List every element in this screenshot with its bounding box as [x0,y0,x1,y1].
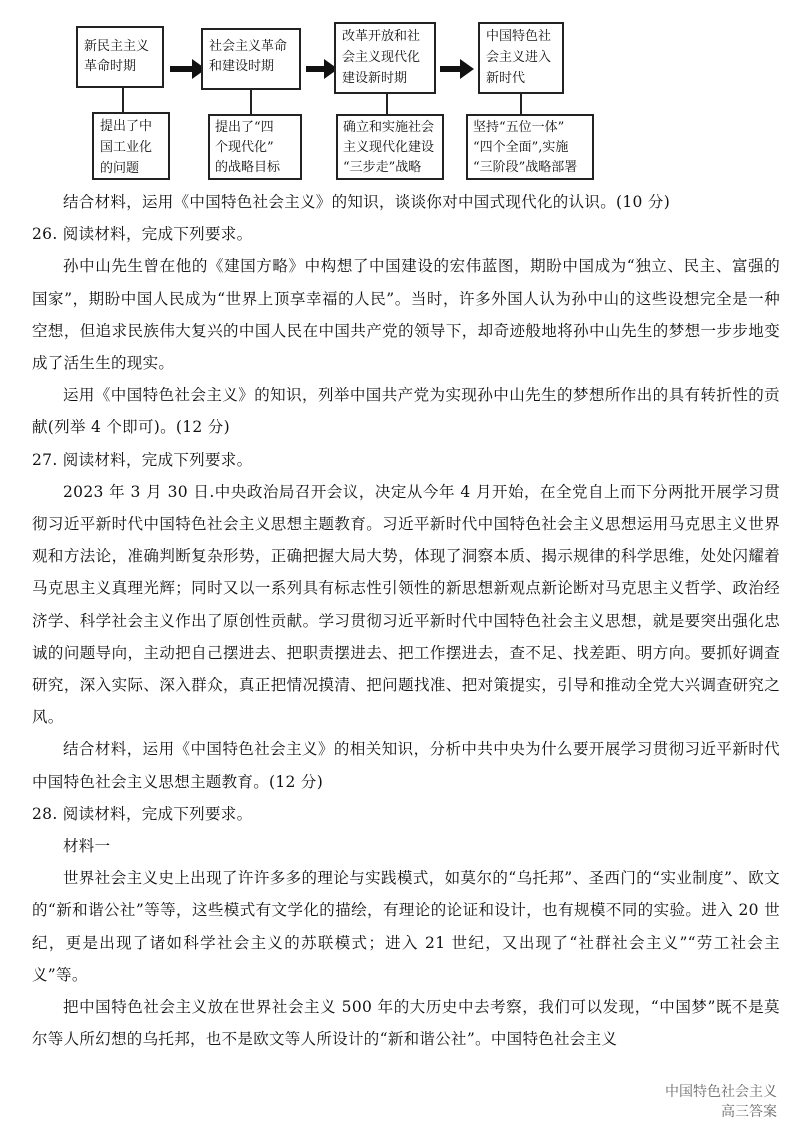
development-diagram [0,0,795,190]
stage-box-3: 改革开放和社 会主义现代化 建设新时期 [334,22,436,94]
q28-material-label: 材料一 [63,837,111,856]
q28-paragraph-2: 把中国特色社会主义放在世界社会主义 500 年的大历史中去考察，我们可以发现，“中国梦”既不是莫尔等人所幻想的乌托邦，也不是欧文等人所设计的“新和谐公社”。中国特色社会主义 [32,998,780,1049]
arrow-2 [306,66,326,72]
question-content [32,186,780,1055]
q28-paragraph-1: 世界社会主义史上出现了许许多多的理论与实践模式，如莫尔的“乌托邦”、圣西门的“实业制度”、欧文的“新和谐公社”等等，这些模式有文学化的描绘，有理论的论证和设计，也有规模不同的实验。进入 20 世纪，更是出现了诸如科学社会主义的苏联模式；进入 21 世纪，又出现了“社群社会主义”“劳工社会主义”等。 [32,869,780,984]
stage-box-4: 中国特色社 会主义进入 新时代 [478,22,564,94]
connector-2 [250,90,252,114]
note-box-2: 提出了“四 个现代化” 的战略目标 [208,114,302,180]
q26-material: 孙中山先生曾在他的《建国方略》中构想了中国建设的宏伟蓝图，期盼中国成为“独立、民主、富强的国家”，期盼中国人民成为“世界上顶享幸福的人民”。当时，许多外国人认为孙中山的这些设想完全是一种空想，但追求民族伟大复兴的中国人民在中国共产党的领导下，却奇迹般地将孙中山先生的梦想一步步地变成了活生生的现实。 [32,257,780,373]
note-box-4: 坚持“五位一体” “四个全面”,实施 “三阶段”战略部署 [466,114,594,180]
watermark: 中国特色社会主义 高三答案 [665,1084,777,1120]
q26-heading: 26. 阅读材料，完成下列要求。 [32,225,253,244]
q27-heading: 27. 阅读材料，完成下列要求。 [32,450,253,469]
q27-prompt: 结合材料，运用《中国特色社会主义》的相关知识，分析中共中央为什么要开展学习贯彻习近平新时代中国特色社会主义思想主题教育。(12 分) [32,740,780,791]
q25-prompt: 结合材料，运用《中国特色社会主义》的知识，谈谈你对中国式现代化的认识。(10 分) [63,193,671,211]
q28-heading: 28. 阅读材料，完成下列要求。 [32,804,253,823]
arrow-1 [170,66,194,72]
stage-box-1: 新民主主义 革命时期 [76,26,164,88]
connector-3 [386,94,388,114]
q26-prompt: 运用《中国特色社会主义》的知识，列举中国共产党为实现孙中山先生的梦想所作出的具有转折性的贡献(列举 4 个即可)。(12 分) [32,386,780,437]
stage-box-2: 社会主义革命 和建设时期 [201,28,301,90]
connector-4 [520,94,522,114]
q27-material: 2023 年 3 月 30 日.中央政治局召开会议，决定从今年 4 月开始，在全党自上而下分两批开展学习贯彻习近平新时代中国特色社会主义思想主题教育。习近平新时代中国特色社会主义思想运用马克思主义世界观和方法论，准确判断复杂形势，正确把握大局大势，体现了洞察本质、揭示规律的科学思维，处处闪耀着马克思主义真理光辉；同时又以一系列具有标志性引领性的新思想新观点新论断对马克思主义哲学、政治经济学、科学社会主义作出了原创性贡献。学习贯彻习近平新时代中国特色社会主义思想，就是要突出强化忠诚的问题导向，主动把自己摆进去、把职责摆进去、把工作摆进去，查不足、找差距、明方向。要抓好调查研究，深入实际、深入群众，真正把情况摸清、把问题找准、把对策提实，引导和推动全党大兴调查研究之风。 [32,482,780,727]
note-box-3: 确立和实施社会 主义现代化建设 “三步走”战略 [336,114,444,180]
arrow-3 [440,66,462,72]
note-box-1: 提出了中 国工业化 的问题 [92,112,170,180]
connector-1 [122,88,124,112]
